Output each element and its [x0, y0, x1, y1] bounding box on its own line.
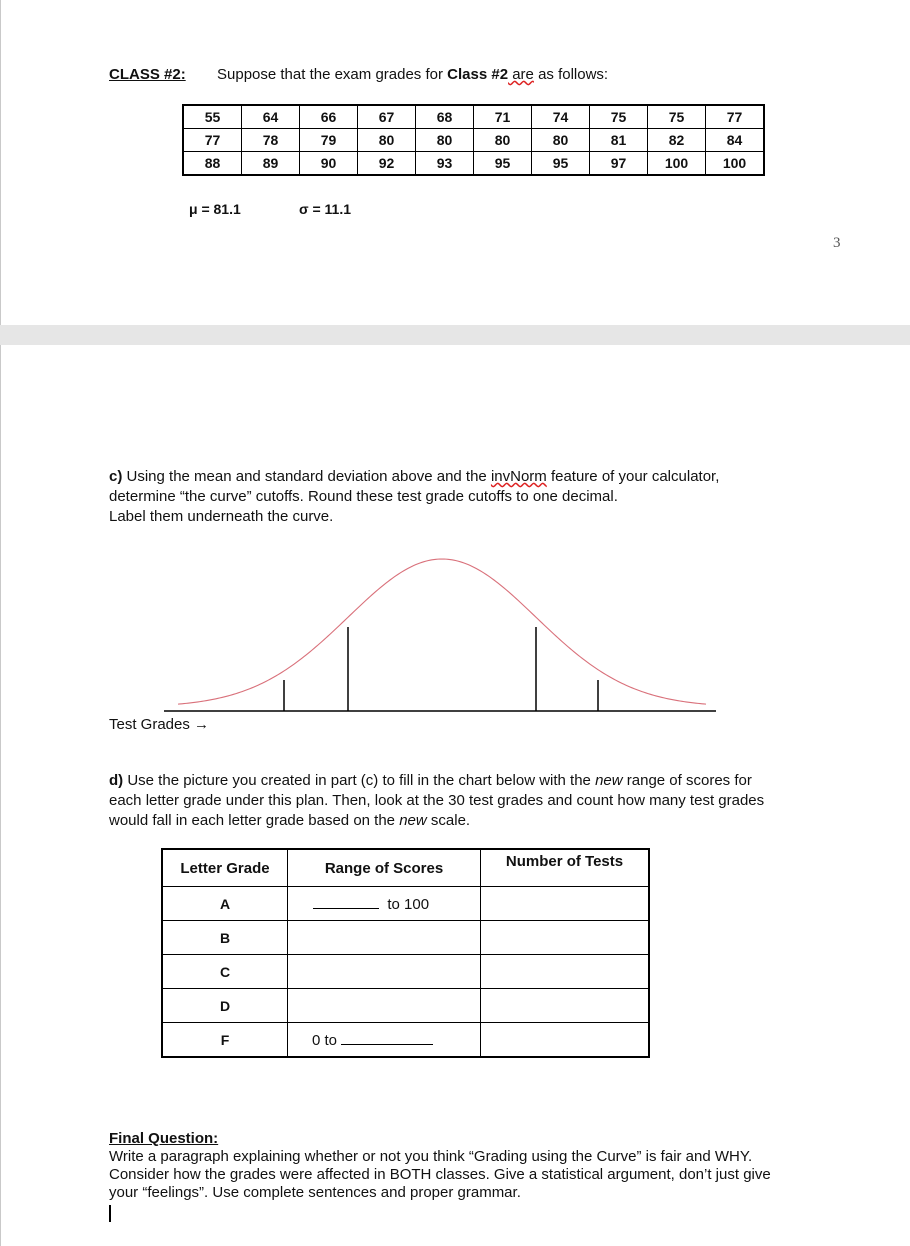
grade-d: D — [162, 989, 288, 1023]
range-a[interactable] — [288, 887, 481, 921]
range-f[interactable] — [288, 1023, 481, 1058]
letter-grade-table — [161, 848, 650, 1058]
count-b[interactable] — [481, 921, 650, 955]
intro-class-name: Class #2 — [447, 66, 509, 83]
grade-cell: 90 — [300, 152, 358, 176]
grade-cell: 100 — [648, 152, 706, 176]
grade-cell: 75 — [590, 105, 648, 129]
grade-f: F — [162, 1023, 288, 1058]
grade-a: A — [162, 887, 288, 921]
grade-cell: 84 — [706, 129, 765, 152]
part-d-line2: each letter grade under this plan. Then, look at the 30 test grades and count how many test grades — [109, 792, 765, 809]
grade-cell: 80 — [358, 129, 416, 152]
header-number-of-tests: Number of Tests — [481, 849, 650, 887]
range-a-text: to 100 — [387, 896, 430, 913]
count-f[interactable] — [481, 1023, 650, 1058]
part-d-label: d) — [109, 772, 124, 789]
table-header-row — [162, 849, 649, 887]
grade-cell: 75 — [648, 105, 706, 129]
range-d[interactable] — [288, 989, 481, 1023]
count-d[interactable] — [481, 989, 650, 1023]
class-heading: CLASS #2: — [109, 66, 186, 83]
part-d-line3-pre: would fall in each letter grade based on the — [109, 812, 400, 829]
header-range: Range of Scores — [288, 849, 481, 887]
grade-cell: 80 — [474, 129, 532, 152]
range-b[interactable] — [288, 921, 481, 955]
grade-b: B — [162, 921, 288, 955]
final-heading: Final Question: — [109, 1130, 219, 1147]
grade-cell: 100 — [706, 152, 765, 176]
part-d-line1-pre: Use the picture you created in part (c) to fill in the chart below with the — [123, 772, 596, 789]
intro-prefix: Suppose that the exam grades for — [217, 66, 448, 83]
grade-cell: 89 — [242, 152, 300, 176]
table-row — [162, 1023, 649, 1058]
grade-cell: 80 — [532, 129, 590, 152]
invnorm-term: invNorm — [490, 468, 547, 485]
class-intro — [217, 66, 608, 83]
part-d-line1-post: range of scores for — [622, 772, 752, 789]
normal-curve — [178, 559, 706, 704]
part-c-line2: determine “the curve” cutoffs. Round these test grade cutoffs to one decimal. — [109, 488, 618, 505]
grade-cell: 92 — [358, 152, 416, 176]
page-1 — [0, 0, 910, 325]
grade-cell: 97 — [590, 152, 648, 176]
table-row — [162, 955, 649, 989]
part-c-label: c) — [109, 468, 123, 485]
range-f-text: 0 to — [312, 1032, 338, 1049]
grade-cell: 80 — [416, 129, 474, 152]
grade-cell: 67 — [358, 105, 416, 129]
table-row — [162, 989, 649, 1023]
part-c-line1-post: feature of your calculator, — [546, 468, 720, 485]
sd-label: σ = 11.1 — [299, 201, 352, 217]
normal-curve-figure — [1, 545, 910, 745]
part-d-line1 — [109, 771, 764, 791]
part-c-line1-pre: Using the mean and standard deviation above and the — [122, 468, 491, 485]
part-c-line1 — [109, 467, 719, 487]
grade-cell: 93 — [416, 152, 474, 176]
axis-label: Test Grades → — [109, 716, 210, 733]
grade-cell: 78 — [242, 129, 300, 152]
grades-table — [182, 104, 765, 176]
part-d-new-2: new — [399, 812, 427, 829]
final-line3: your “feelings”. Use complete sentences and proper grammar. — [109, 1184, 521, 1201]
final-line2: Consider how the grades were affected in BOTH classes. Give a statistical argument, don’t just give — [109, 1166, 771, 1183]
final-question — [109, 1130, 771, 1202]
part-d-new-1: new — [595, 772, 623, 789]
part-c-text — [109, 467, 719, 527]
grade-cell: 95 — [532, 152, 590, 176]
table-row — [183, 129, 764, 152]
grade-c: C — [162, 955, 288, 989]
range-f-blank[interactable] — [341, 1030, 433, 1045]
count-a[interactable] — [481, 887, 650, 921]
grade-cell: 68 — [416, 105, 474, 129]
grade-cell: 82 — [648, 129, 706, 152]
grade-cell: 77 — [706, 105, 765, 129]
table-row — [183, 152, 764, 176]
final-line1: Write a paragraph explaining whether or not you think “Grading using the Curve” is fair and WHY. — [109, 1148, 753, 1165]
table-row — [162, 921, 649, 955]
header-letter-grade: Letter Grade — [162, 849, 288, 887]
grade-cell: 79 — [300, 129, 358, 152]
text-cursor[interactable] — [109, 1205, 111, 1222]
grade-cell: 64 — [242, 105, 300, 129]
page-number: 3 — [833, 235, 841, 251]
part-d-line3-post: scale. — [426, 812, 471, 829]
intro-are: are — [508, 66, 534, 83]
range-c[interactable] — [288, 955, 481, 989]
count-c[interactable] — [481, 955, 650, 989]
part-c-line3: Label them underneath the curve. — [109, 508, 334, 525]
grade-cell: 88 — [183, 152, 242, 176]
grade-cell: 81 — [590, 129, 648, 152]
grade-cell: 66 — [300, 105, 358, 129]
table-row — [162, 887, 649, 921]
part-d-text — [109, 771, 764, 831]
grade-cell: 71 — [474, 105, 532, 129]
grade-cell: 77 — [183, 129, 242, 152]
intro-suffix: as follows: — [533, 66, 609, 83]
grade-cell: 74 — [532, 105, 590, 129]
grade-cell: 55 — [183, 105, 242, 129]
range-a-blank[interactable] — [313, 894, 379, 909]
table-row — [183, 105, 764, 129]
part-d-line3 — [109, 811, 764, 831]
page-2 — [0, 345, 910, 1246]
mean-label: μ = 81.1 — [189, 201, 241, 217]
grade-cell: 95 — [474, 152, 532, 176]
